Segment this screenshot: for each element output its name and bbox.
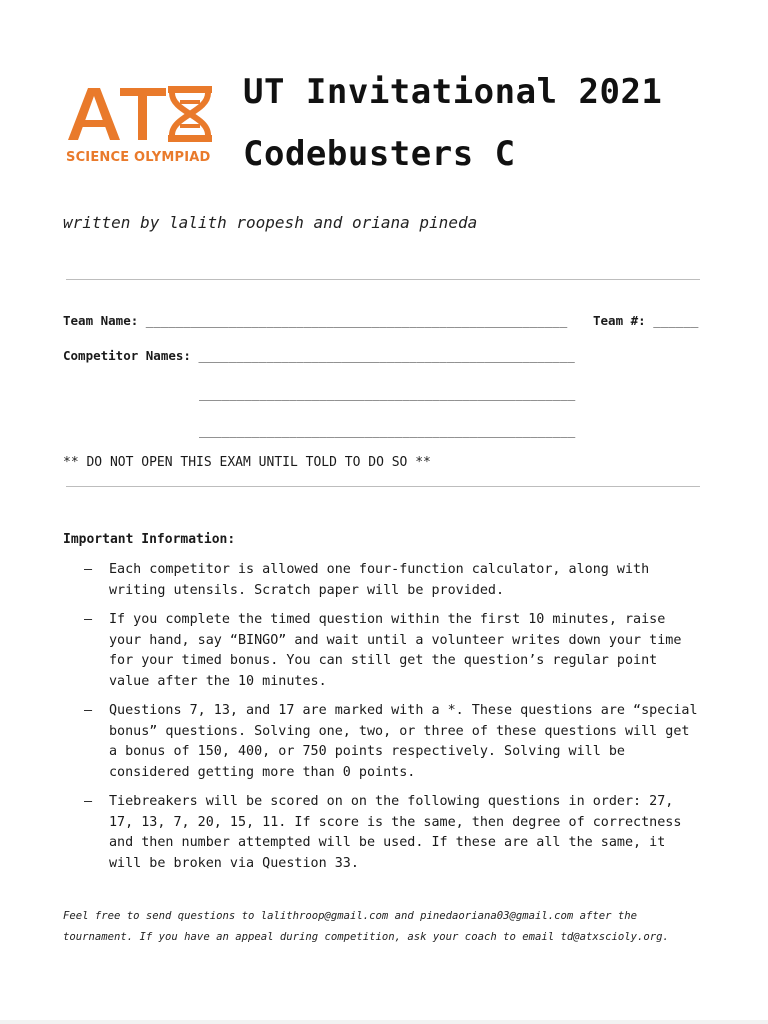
important-info-list — [63, 560, 703, 883]
team-name-label: Team Name: — [63, 313, 139, 328]
divider-top — [66, 279, 700, 280]
list-item — [63, 792, 703, 874]
competitor-blank-1: __________________________________________________ — [198, 348, 575, 363]
team-number-row — [593, 313, 698, 328]
team-name-blank: ________________________________________________________ — [145, 313, 568, 328]
team-number-label: Team #: — [593, 313, 646, 328]
list-item — [63, 560, 703, 601]
exam-title: UT Invitational 2021 — [243, 72, 663, 112]
page-bottom-edge — [0, 1020, 768, 1024]
logo-subtitle: SCIENCE OLYMPIAD — [66, 150, 211, 165]
list-item-text: Questions 7, 13, and 17 are marked with a *. These questions are “special bonus” questions. Solving one, two, or three of these questions will get a bonus of 150, 400, or 750 points respectively. Solving will be considered getting more than 0 points. — [109, 703, 698, 780]
bullet-dash: – — [84, 612, 93, 627]
important-info-heading: Important Information: — [63, 532, 236, 547]
competitor-names-label: Competitor Names: — [63, 348, 191, 363]
authors-line: written by lalith roopesh and oriana pineda — [63, 213, 478, 232]
competitor-blank-3: __________________________________________________ — [199, 423, 576, 438]
do-not-open-warning: ** DO NOT OPEN THIS EXAM UNTIL TOLD TO DO SO ** — [63, 455, 431, 470]
bullet-dash: – — [84, 703, 93, 718]
competitor-names-row — [63, 348, 575, 363]
bullet-dash: – — [84, 794, 93, 809]
team-number-blank: ______ — [653, 313, 699, 328]
list-item-text: Tiebreakers will be scored on on the following questions in order: 27, 17, 13, 7, 20, 15, 11. If score is the same, then degree of correctness and then number attempted will be used. If these are all the same, it will be broken via Question 33. — [109, 794, 682, 871]
competitor-blank-2: __________________________________________________ — [199, 386, 576, 401]
divider-bottom — [66, 486, 700, 487]
contact-footer: Feel free to send questions to lalithroop@gmail.com and pinedaoriana03@gmail.com after the tournament. If you have an appeal during competition, ask your coach to email td@atxscioly.org. — [63, 910, 669, 943]
list-item-text: If you complete the timed question within the first 10 minutes, raise your hand, say “BINGO” and wait until a volunteer writes down your time for your timed bonus. You can still get the question’s regular point value after the 10 minutes. — [109, 612, 682, 689]
team-name-row — [63, 313, 567, 328]
list-item — [63, 610, 703, 692]
exam-division-title: Codebusters C — [243, 134, 516, 174]
list-item-text: Each competitor is allowed one four-function calculator, along with writing utensils. Scratch paper will be provided. — [109, 562, 650, 598]
list-item — [63, 701, 703, 783]
bullet-dash: – — [84, 562, 93, 577]
